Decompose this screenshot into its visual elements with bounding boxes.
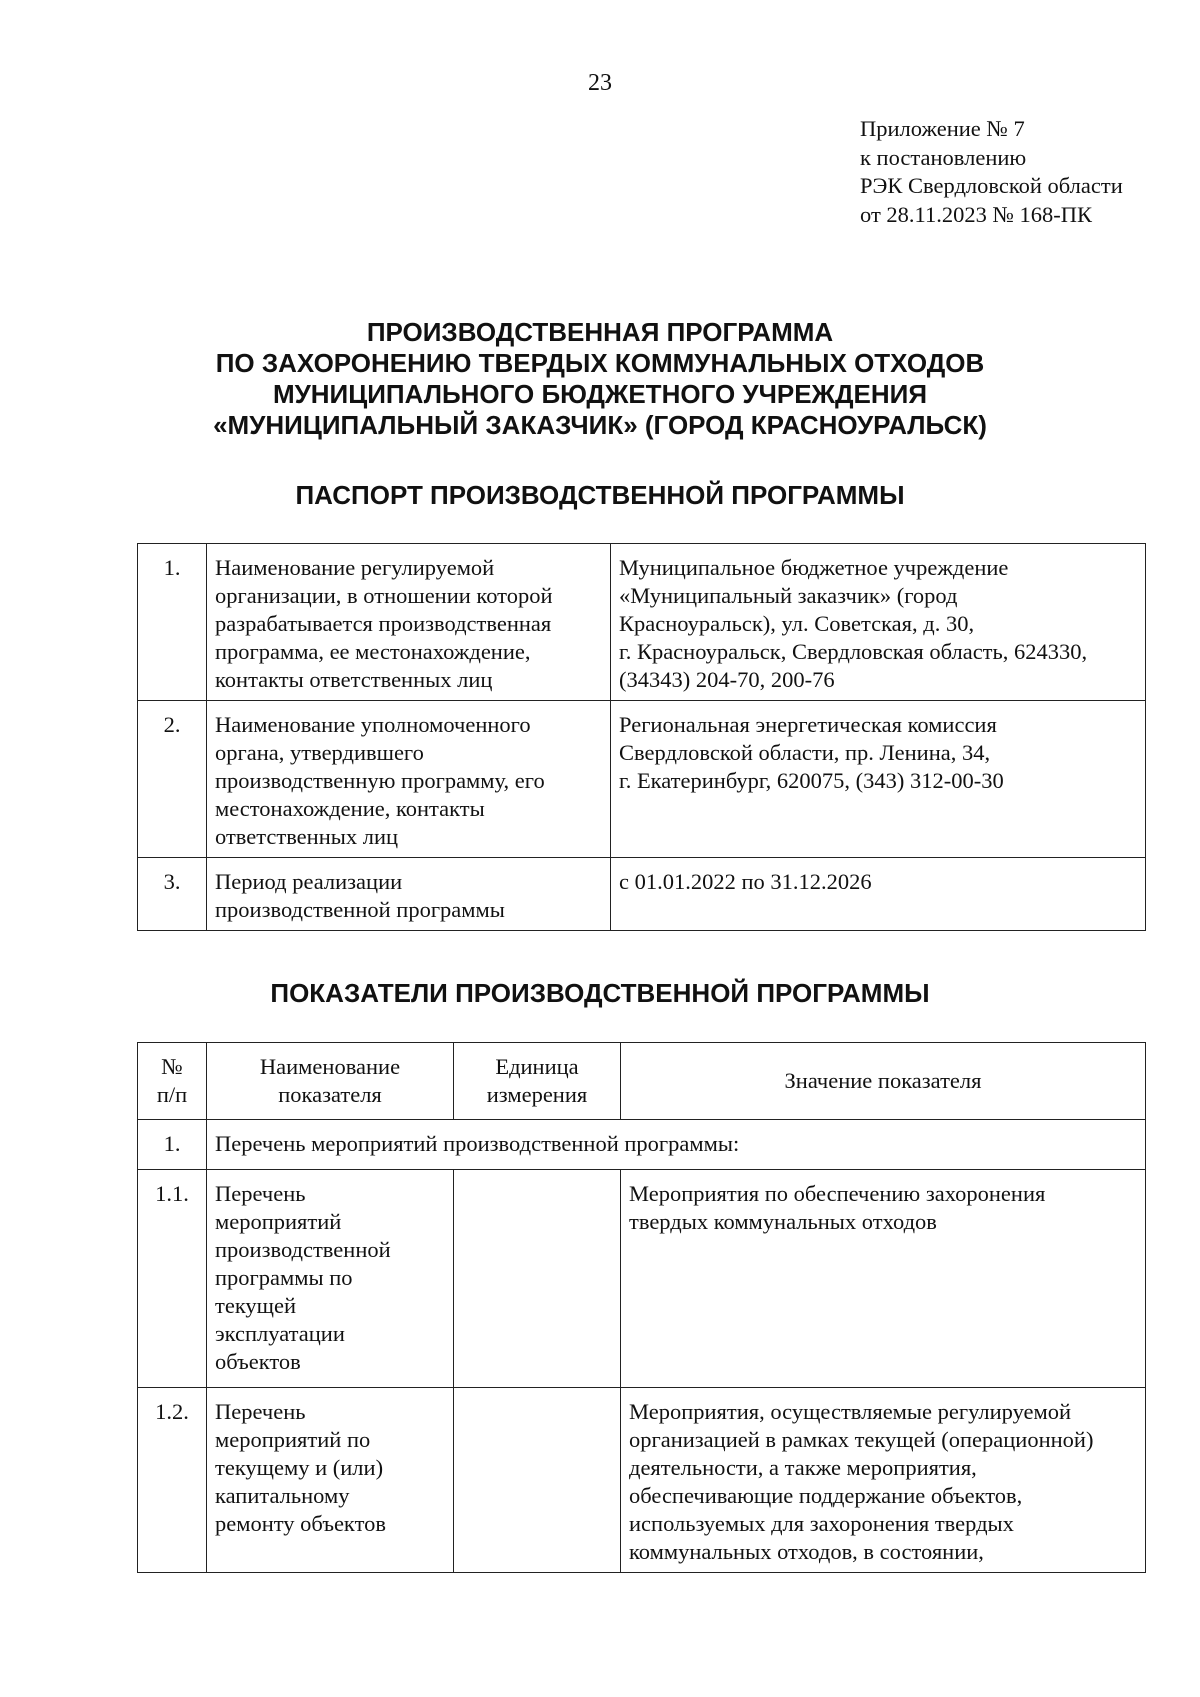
text-line: программа, ее местонахождение, <box>215 639 531 664</box>
text-line: Наименование <box>259 1054 401 1079</box>
appendix-block <box>860 115 1123 229</box>
text-line: Перечень <box>215 1399 306 1424</box>
row-value <box>611 544 1146 701</box>
text-line: (34343) 204-70, 200-76 <box>619 667 835 692</box>
text-line: г. Екатеринбург, 620075, (343) 312-00-30 <box>619 768 1004 793</box>
text-line: мероприятий по <box>215 1427 371 1452</box>
text-line: № <box>161 1054 183 1079</box>
row-value <box>621 1170 1146 1388</box>
section-row <box>138 1120 1146 1170</box>
text-line: п/п <box>156 1082 188 1107</box>
text-line: контакты ответственных лиц <box>215 667 493 692</box>
indicators-title: ПОКАЗАТЕЛИ ПРОИЗВОДСТВЕННОЙ ПРОГРАММЫ <box>270 978 930 1008</box>
text-line: эксплуатации <box>215 1321 345 1346</box>
row-number: 2. <box>138 701 207 858</box>
row-value <box>621 1388 1146 1573</box>
row-number: 1.2. <box>138 1388 207 1573</box>
text-line: Региональная энергетическая комиссия <box>619 712 997 737</box>
row-name <box>207 858 611 931</box>
table-row <box>138 544 1146 701</box>
page-number: 23 <box>588 70 612 96</box>
title-line: ПРОИЗВОДСТВЕННАЯ ПРОГРАММА <box>366 317 834 347</box>
appendix-line: РЭК Свердловской области <box>860 173 1123 198</box>
text-line: ремонту объектов <box>215 1511 386 1536</box>
text-line: организацией в рамках текущей (операционной) <box>629 1427 1094 1452</box>
text-line: органа, утвердившего <box>215 740 424 765</box>
header-name <box>207 1043 454 1120</box>
text-line: разрабатывается производственная <box>215 611 552 636</box>
text-line: производственную программу, его <box>215 768 545 793</box>
text-line: Перечень <box>215 1181 306 1206</box>
text-line: объектов <box>215 1349 301 1374</box>
text-line: производственной программы <box>215 897 505 922</box>
text-line: Свердловской области, пр. Ленина, 34, <box>619 740 991 765</box>
table-row <box>138 701 1146 858</box>
text-line: Наименование уполномоченного <box>215 712 531 737</box>
passport-title: ПАСПОРТ ПРОИЗВОДСТВЕННОЙ ПРОГРАММЫ <box>295 480 905 510</box>
row-name <box>207 1170 454 1388</box>
text-line: коммунальных отходов, в состоянии, <box>629 1539 984 1564</box>
text-line: показателя <box>278 1082 382 1107</box>
table-row <box>138 1388 1146 1573</box>
row-value <box>611 858 1146 931</box>
appendix-line: Приложение № 7 <box>860 116 1025 141</box>
title-line: ПО ЗАХОРОНЕНИЮ ТВЕРДЫХ КОММУНАЛЬНЫХ ОТХОДОВ <box>215 348 985 378</box>
text-line: ответственных лиц <box>215 824 399 849</box>
text-line: текущему и (или) <box>215 1455 384 1480</box>
document-title <box>0 317 1200 441</box>
section-num: 1. <box>138 1120 207 1170</box>
header-num <box>138 1043 207 1120</box>
text-line: Мероприятия по обеспечению захоронения <box>629 1181 1046 1206</box>
row-name <box>207 544 611 701</box>
text-line: обеспечивающие поддержание объектов, <box>629 1483 1023 1508</box>
text-line: организации, в отношении которой <box>215 583 553 608</box>
indicators-table <box>137 1042 1146 1573</box>
text-line: Мероприятия, осуществляемые регулируемой <box>629 1399 1072 1424</box>
passport-table <box>137 543 1146 931</box>
text-line: Наименование регулируемой <box>215 555 495 580</box>
row-unit <box>454 1388 621 1573</box>
text-line: с 01.01.2022 по 31.12.2026 <box>619 869 872 894</box>
text-line: Значение показателя <box>784 1068 982 1093</box>
text-line: мероприятий <box>215 1209 342 1234</box>
row-name <box>207 701 611 858</box>
row-number: 1.1. <box>138 1170 207 1388</box>
text-line: используемых для захоронения твердых <box>629 1511 1014 1536</box>
table-header-row <box>138 1043 1146 1120</box>
text-line: Красноуральск), ул. Советская, д. 30, <box>619 611 975 636</box>
title-line: «МУНИЦИПАЛЬНЫЙ ЗАКАЗЧИК» (ГОРОД КРАСНОУРАЛЬСК) <box>213 410 987 440</box>
text-line: текущей <box>215 1293 297 1318</box>
text-line: местонахождение, контакты <box>215 796 485 821</box>
header-unit <box>454 1043 621 1120</box>
text-line: измерения <box>486 1082 588 1107</box>
appendix-line: от 28.11.2023 № 168-ПК <box>860 201 1093 227</box>
appendix-line: к постановлению <box>860 144 1027 170</box>
table-row <box>138 858 1146 931</box>
row-value <box>611 701 1146 858</box>
section-text: Перечень мероприятий производственной программы: <box>207 1120 1146 1170</box>
text-line: производственной <box>215 1237 391 1262</box>
text-line: Муниципальное бюджетное учреждение <box>619 555 1009 580</box>
row-number: 1. <box>138 544 207 701</box>
row-number: 3. <box>138 858 207 931</box>
text-line: твердых коммунальных отходов <box>629 1209 937 1234</box>
table-row <box>138 1170 1146 1388</box>
text-line: Единица <box>495 1054 579 1079</box>
text-line: капитальному <box>215 1483 350 1508</box>
title-line: МУНИЦИПАЛЬНОГО БЮДЖЕТНОГО УЧРЕЖДЕНИЯ <box>272 379 928 409</box>
text-line: деятельности, а также мероприятия, <box>629 1455 977 1480</box>
row-name <box>207 1388 454 1573</box>
text-line: программы по <box>215 1265 353 1290</box>
text-line: г. Красноуральск, Свердловская область, 624330, <box>619 639 1088 664</box>
header-value <box>621 1043 1146 1120</box>
text-line: «Муниципальный заказчик» (город <box>619 583 958 608</box>
row-unit <box>454 1170 621 1388</box>
text-line: Период реализации <box>215 869 403 894</box>
